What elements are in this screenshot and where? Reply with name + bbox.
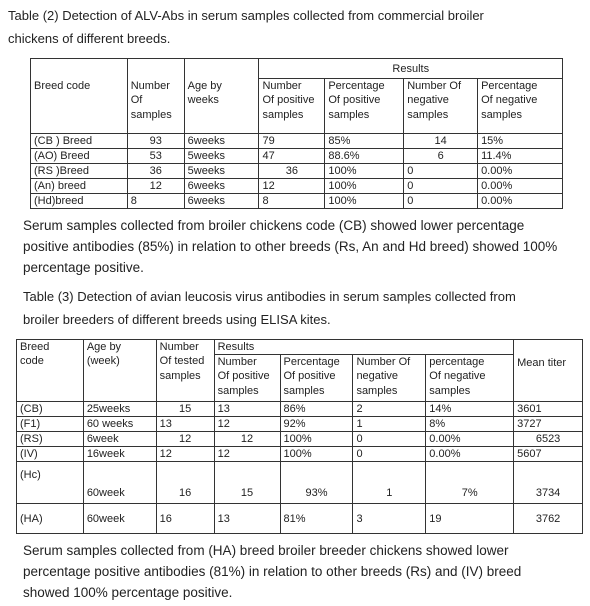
t2-cell: 6weeks	[184, 179, 259, 194]
t3-cell: 93%	[280, 462, 353, 504]
t3-cell: 1	[353, 417, 426, 432]
t3-header-pct-pos: Percentage Of positive samples	[280, 355, 353, 402]
t2-cell: 5weeks	[184, 149, 259, 164]
t3-cell: 81%	[280, 504, 353, 534]
t3-cell: 92%	[280, 417, 353, 432]
t3-cell: 5607	[514, 447, 583, 462]
t3-header-num-neg: Number Of negative samples	[353, 355, 426, 402]
t2-cell: 53	[127, 149, 184, 164]
t3-cell: 19	[426, 504, 514, 534]
t3-cell: 60 weeks	[83, 417, 156, 432]
table-row	[17, 402, 583, 417]
t2-header-num-pos: Number Of positive samples	[259, 79, 325, 134]
t2-cell: (RS )Breed	[31, 164, 128, 179]
t3-cell: 14%	[426, 402, 514, 417]
t2-cell: 5weeks	[184, 164, 259, 179]
table3-paragraph-line2: percentage positive antibodies (81%) in relation to other breeds (Rs) and (IV) breed	[23, 564, 522, 579]
t2-header-pct-neg: Percentage Of negative samples	[478, 79, 563, 134]
t2-cell: (Hd)breed	[31, 194, 128, 209]
t2-header-number: Number Of samples	[127, 59, 184, 134]
table-row	[17, 462, 583, 504]
t3-cell: 12	[156, 432, 214, 447]
t3-cell: 0.00%	[426, 447, 514, 462]
t3-cell: 25weeks	[83, 402, 156, 417]
table2-paragraph-line3: percentage positive.	[23, 260, 144, 275]
table2-caption-line1: Table (2) Detection of ALV-Abs in serum samples collected from commercial broiler	[8, 8, 484, 23]
t2-cell: 36	[259, 164, 325, 179]
t2-cell: 6weeks	[184, 134, 259, 149]
t2-cell: 0.00%	[478, 179, 563, 194]
t3-cell: 1	[353, 462, 426, 504]
t2-cell: 6	[404, 149, 478, 164]
table-row	[31, 134, 563, 149]
t3-cell: 3727	[514, 417, 583, 432]
t2-cell: 79	[259, 134, 325, 149]
t2-cell: 88.6%	[325, 149, 404, 164]
table3-caption-line2: broiler breeders of different breeds using ELISA kites.	[23, 312, 331, 327]
t2-header-results: Results	[259, 59, 563, 79]
t3-header-age: Age by (week)	[83, 340, 156, 402]
table2-paragraph-line2: positive antibodies (85%) in relation to other breeds (Rs, An and Hd breed) showed 100%	[23, 239, 558, 254]
t2-cell: 0	[404, 194, 478, 209]
t2-cell: 12	[127, 179, 184, 194]
t2-cell: 12	[259, 179, 325, 194]
table3-paragraph-line1: Serum samples collected from (HA) breed broiler breeder chickens showed lower	[23, 543, 509, 558]
t3-cell: 8%	[426, 417, 514, 432]
t3-cell: (F1)	[17, 417, 84, 432]
t3-cell: 13	[156, 417, 214, 432]
t3-cell: 12	[156, 447, 214, 462]
t3-cell: 3601	[514, 402, 583, 417]
table3-caption-line1: Table (3) Detection of avian leucosis virus antibodies in serum samples collected from	[23, 289, 516, 304]
t3-header-pct-neg: percentage Of negative samples	[426, 355, 514, 402]
t2-cell: 93	[127, 134, 184, 149]
t2-cell: 85%	[325, 134, 404, 149]
t3-cell: 3734	[514, 462, 583, 504]
table-row	[17, 447, 583, 462]
t2-cell: 11.4%	[478, 149, 563, 164]
table-row	[17, 432, 583, 447]
table3	[16, 339, 583, 534]
t2-cell: 8	[259, 194, 325, 209]
t2-cell: 15%	[478, 134, 563, 149]
t3-cell: 13	[214, 402, 280, 417]
t3-cell: 15	[156, 402, 214, 417]
t2-cell: 6weeks	[184, 194, 259, 209]
t3-cell: 60week	[83, 462, 156, 504]
t3-cell: 7%	[426, 462, 514, 504]
t3-header-num-pos: Number Of positive samples	[214, 355, 280, 402]
t3-cell: 12	[214, 447, 280, 462]
t3-cell: 0	[353, 447, 426, 462]
table2-paragraph-line1: Serum samples collected from broiler chickens code (CB) showed lower percentage	[23, 218, 525, 233]
t3-cell: 12	[214, 432, 280, 447]
t3-cell: 100%	[280, 432, 353, 447]
t2-header-pct-pos: Percentage Of positive samples	[325, 79, 404, 134]
t3-cell: (HA)	[17, 504, 84, 534]
t3-cell: (IV)	[17, 447, 84, 462]
t3-cell: 3762	[514, 504, 583, 534]
t2-cell: 0.00%	[478, 194, 563, 209]
t2-cell: (AO) Breed	[31, 149, 128, 164]
t3-cell: (Hc)	[17, 462, 84, 504]
t3-cell: 86%	[280, 402, 353, 417]
t2-cell: 0	[404, 179, 478, 194]
t3-cell: 16week	[83, 447, 156, 462]
table-row	[31, 194, 563, 209]
table-row	[17, 504, 583, 534]
t2-header-age: Age by weeks	[184, 59, 259, 134]
t3-cell: 60week	[83, 504, 156, 534]
t3-cell: 13	[214, 504, 280, 534]
t2-cell: 36	[127, 164, 184, 179]
t3-cell: 0.00%	[426, 432, 514, 447]
t2-cell: 0	[404, 164, 478, 179]
t2-cell: 0.00%	[478, 164, 563, 179]
t3-cell: 12	[214, 417, 280, 432]
t3-cell: 2	[353, 402, 426, 417]
t3-header-breed: Breed code	[17, 340, 84, 402]
t3-header-number: Number Of tested samples	[156, 340, 214, 402]
t3-cell: 15	[214, 462, 280, 504]
table-row	[31, 149, 563, 164]
table2-caption-line2: chickens of different breeds.	[8, 31, 171, 46]
t2-header-breed: Breed code	[31, 59, 128, 134]
t2-cell: 100%	[325, 164, 404, 179]
t3-cell: 6week	[83, 432, 156, 447]
t3-header-results: Results	[214, 340, 514, 355]
t3-cell: 100%	[280, 447, 353, 462]
t2-header-num-neg: Number Of negative samples	[404, 79, 478, 134]
table3-paragraph-line3: showed 100% percentage positive.	[23, 585, 233, 600]
table-row	[17, 417, 583, 432]
table2	[30, 58, 563, 209]
t3-header-titer: Mean titer	[514, 340, 583, 402]
t3-cell: (RS)	[17, 432, 84, 447]
t3-cell: 0	[353, 432, 426, 447]
t2-cell: 47	[259, 149, 325, 164]
t3-cell: 3	[353, 504, 426, 534]
table-row	[31, 164, 563, 179]
t2-cell: (CB ) Breed	[31, 134, 128, 149]
t2-cell: (An) breed	[31, 179, 128, 194]
t2-cell: 14	[404, 134, 478, 149]
table-row	[31, 179, 563, 194]
t3-cell: 6523	[514, 432, 583, 447]
t2-cell: 100%	[325, 194, 404, 209]
t3-cell: (CB)	[17, 402, 84, 417]
t3-cell: 16	[156, 462, 214, 504]
t2-cell: 8	[127, 194, 184, 209]
t3-cell: 16	[156, 504, 214, 534]
t2-cell: 100%	[325, 179, 404, 194]
